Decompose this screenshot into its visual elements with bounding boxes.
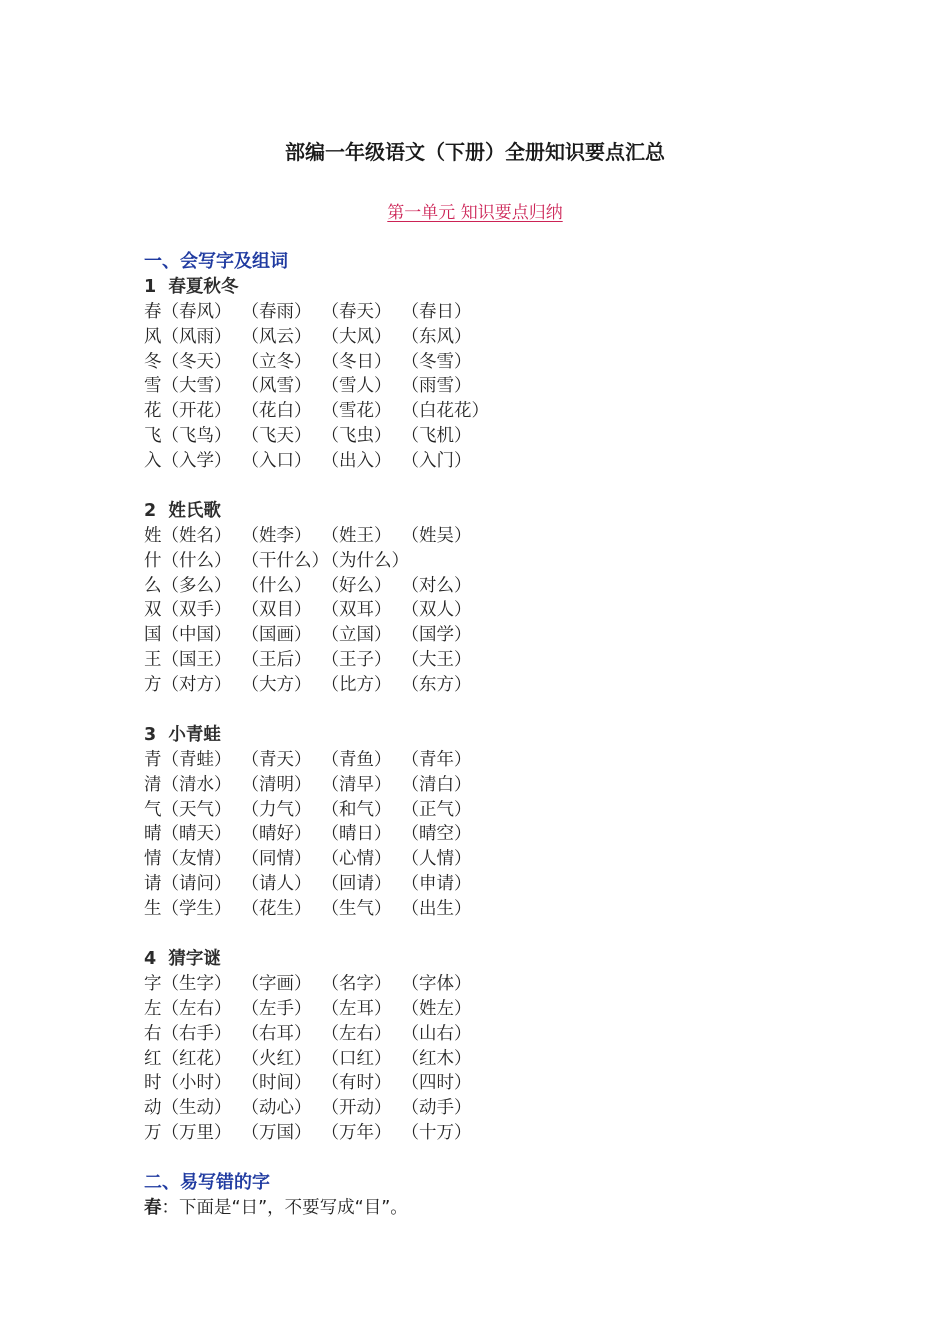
vocab-row: [144, 1047, 844, 1072]
vocab-word: （左右）: [161, 998, 232, 1019]
vocab-char: 左: [144, 998, 162, 1019]
vocab-char: 飞: [144, 426, 162, 447]
vocab-word: （红木）: [401, 1048, 472, 1069]
vocab-word: （同情）: [241, 849, 312, 870]
vocab-char: 冬: [144, 351, 162, 372]
vocab-row: [144, 822, 844, 847]
vocab-word: （入门）: [401, 451, 472, 472]
vocab-word: （大王）: [401, 650, 472, 671]
vocab-word: （火红）: [241, 1048, 312, 1069]
vocab-word: （飞天）: [241, 426, 312, 447]
vocab-word: （花生）: [241, 899, 312, 920]
vocab-word: （双手）: [161, 600, 232, 621]
vocab-word: （友情）: [161, 849, 232, 870]
vocab-word: （飞鸟）: [161, 426, 232, 447]
vocab-row: [144, 847, 844, 872]
vocab-word: （请问）: [161, 874, 232, 895]
vocab-word: （春天）: [321, 301, 392, 322]
vocab-char: 春: [144, 301, 162, 322]
vocab-word: （好么）: [321, 575, 392, 596]
vocab-char: 动: [144, 1098, 162, 1119]
vocab-word: （天气）: [161, 799, 232, 820]
vocab-word: （比方）: [321, 675, 392, 696]
vocab-word: （字体）: [401, 973, 472, 994]
vocab-char: 情: [144, 849, 162, 870]
vocab-row: [144, 1096, 844, 1121]
vocab-word: （生动）: [161, 1098, 232, 1119]
vocab-row: [144, 549, 844, 574]
vocab-word: （左右）: [321, 1023, 392, 1044]
vocab-word: （干什么）: [241, 550, 329, 571]
vocab-word: （清白）: [401, 774, 472, 795]
vocab-word: （国学）: [401, 625, 472, 646]
vocab-row: [144, 997, 844, 1022]
vocab-char: 红: [144, 1048, 162, 1069]
vocab-word: （春风）: [161, 301, 232, 322]
vocab-char: 请: [144, 874, 162, 895]
vocab-word: （白花花）: [401, 401, 489, 422]
vocab-word: （右手）: [161, 1023, 232, 1044]
vocab-word: （晴空）: [401, 824, 472, 845]
vocab-char: 姓: [144, 525, 162, 546]
vocab-char: 右: [144, 1023, 162, 1044]
vocab-row: [144, 399, 844, 424]
section-heading-writing: 一、会写字及组词: [144, 251, 288, 272]
vocab-word: （左耳）: [321, 998, 392, 1019]
vocab-row: [144, 449, 844, 474]
section-heading-mistakes: 二、易写错的字: [144, 1171, 270, 1193]
vocab-row: [144, 872, 844, 897]
vocab-row: [144, 574, 844, 599]
vocab-word: （十万）: [401, 1123, 472, 1144]
vocab-word: （风云）: [241, 326, 312, 347]
mistake-note-char: 春: [144, 1197, 162, 1218]
vocab-char: 花: [144, 401, 162, 422]
vocab-row: [144, 897, 844, 922]
vocab-row: [144, 798, 844, 823]
vocab-char: 雪: [144, 376, 162, 397]
vocab-word: （冬雪）: [401, 351, 472, 372]
vocab-word: （心情）: [321, 849, 392, 870]
vocab-row: [144, 325, 844, 350]
vocab-word: （什么）: [241, 575, 312, 596]
vocab-char: 什: [144, 550, 162, 571]
vocab-word: （出入）: [321, 451, 392, 472]
vocab-word: （春日）: [401, 301, 472, 322]
vocab-word: （大风）: [321, 326, 392, 347]
vocab-word: （冬天）: [161, 351, 232, 372]
vocab-word: （时间）: [241, 1073, 312, 1094]
vocab-row: [144, 773, 844, 798]
mistake-note-text: ：下面是“日”，不要写成“目”。: [161, 1197, 408, 1218]
vocab-word: （姓吴）: [401, 525, 472, 546]
vocab-word: （国画）: [241, 625, 312, 646]
vocab-word: （动手）: [401, 1098, 472, 1119]
vocab-word: （和气）: [321, 799, 392, 820]
vocab-char: 晴: [144, 824, 162, 845]
lesson-heading: 3 小青蛙: [144, 724, 221, 745]
vocab-word: （姓左）: [401, 998, 472, 1019]
vocab-char: 生: [144, 899, 162, 920]
vocab-word: （请人）: [241, 874, 312, 895]
vocab-word: （右耳）: [241, 1023, 312, 1044]
vocab-row: [144, 1022, 844, 1047]
vocab-word: （人情）: [401, 849, 472, 870]
vocab-word: （为什么）: [321, 550, 409, 571]
vocab-char: 王: [144, 650, 162, 671]
vocab-word: （力气）: [241, 799, 312, 820]
vocab-char: 字: [144, 973, 162, 994]
vocab-word: （飞机）: [401, 426, 472, 447]
vocab-word: （风雪）: [241, 376, 312, 397]
vocab-word: （雪花）: [321, 401, 392, 422]
vocab-word: （小时）: [161, 1073, 232, 1094]
vocab-word: （名字）: [321, 973, 392, 994]
vocab-row: [144, 524, 844, 549]
vocab-word: （字画）: [241, 973, 312, 994]
vocab-word: （大雪）: [161, 376, 232, 397]
unit-title-link[interactable]: 第一单元 知识要点归纳: [387, 203, 563, 223]
vocab-word: （开花）: [161, 401, 232, 422]
vocab-word: （双目）: [241, 600, 312, 621]
vocab-word: （青鱼）: [321, 749, 392, 770]
vocab-word: （入学）: [161, 451, 232, 472]
vocab-word: （正气）: [401, 799, 472, 820]
vocab-row: [144, 623, 844, 648]
vocab-word: （清明）: [241, 774, 312, 795]
vocab-word: （万里）: [161, 1123, 232, 1144]
vocab-word: （动心）: [241, 1098, 312, 1119]
vocab-word: （雨雪）: [401, 376, 472, 397]
vocab-word: （姓李）: [241, 525, 312, 546]
vocab-row: [144, 598, 844, 623]
vocab-word: （姓王）: [321, 525, 392, 546]
document-content: [144, 250, 844, 1221]
vocab-word: （王子）: [321, 650, 392, 671]
vocab-char: 清: [144, 774, 162, 795]
vocab-word: （生气）: [321, 899, 392, 920]
lesson-spacer: [144, 1146, 844, 1171]
vocab-char: 么: [144, 575, 162, 596]
lesson-heading: 1 春夏秋冬: [144, 276, 239, 297]
vocab-word: （花白）: [241, 401, 312, 422]
vocab-char: 时: [144, 1073, 162, 1094]
vocab-word: （四时）: [401, 1073, 472, 1094]
lesson-spacer: [144, 922, 844, 947]
vocab-word: （山右）: [401, 1023, 472, 1044]
vocab-word: （清早）: [321, 774, 392, 795]
vocab-word: （青年）: [401, 749, 472, 770]
vocab-word: （申请）: [401, 874, 472, 895]
vocab-word: （什么）: [161, 550, 232, 571]
vocab-word: （左手）: [241, 998, 312, 1019]
vocab-char: 双: [144, 600, 162, 621]
vocab-word: （双耳）: [321, 600, 392, 621]
document-title: 部编一年级语文（下册）全册知识要点汇总: [285, 140, 665, 164]
lesson-spacer: [144, 698, 844, 723]
vocab-word: （青蛙）: [161, 749, 232, 770]
vocab-char: 风: [144, 326, 162, 347]
vocab-word: （对么）: [401, 575, 472, 596]
vocab-row: [144, 350, 844, 375]
vocab-word: （晴天）: [161, 824, 232, 845]
vocab-char: 气: [144, 799, 162, 820]
vocab-word: （立冬）: [241, 351, 312, 372]
vocab-word: （红花）: [161, 1048, 232, 1069]
vocab-word: （万年）: [321, 1123, 392, 1144]
vocab-word: （大方）: [241, 675, 312, 696]
vocab-word: （双人）: [401, 600, 472, 621]
vocab-word: （万国）: [241, 1123, 312, 1144]
vocab-word: （晴好）: [241, 824, 312, 845]
vocab-word: （开动）: [321, 1098, 392, 1119]
vocab-word: （多么）: [161, 575, 232, 596]
vocab-word: （飞虫）: [321, 426, 392, 447]
vocab-row: [144, 748, 844, 773]
vocab-word: （晴日）: [321, 824, 392, 845]
vocab-row: [144, 374, 844, 399]
vocab-char: 万: [144, 1123, 162, 1144]
vocab-word: （王后）: [241, 650, 312, 671]
vocab-row: [144, 648, 844, 673]
vocab-word: （对方）: [161, 675, 232, 696]
vocab-word: （回请）: [321, 874, 392, 895]
vocab-word: （风雨）: [161, 326, 232, 347]
vocab-row: [144, 424, 844, 449]
vocab-word: （东方）: [401, 675, 472, 696]
vocab-word: （入口）: [241, 451, 312, 472]
vocab-word: （中国）: [161, 625, 232, 646]
vocab-word: （清水）: [161, 774, 232, 795]
vocab-word: （东风）: [401, 326, 472, 347]
lesson-heading: 2 姓氏歌: [144, 500, 221, 521]
vocab-word: （雪人）: [321, 376, 392, 397]
lesson-heading: 4 猜字谜: [144, 948, 221, 969]
vocab-word: （有时）: [321, 1073, 392, 1094]
vocab-char: 入: [144, 451, 162, 472]
lesson-spacer: [144, 474, 844, 499]
vocab-row: [144, 300, 844, 325]
vocab-word: （冬日）: [321, 351, 392, 372]
vocab-row: [144, 1121, 844, 1146]
vocab-char: 国: [144, 625, 162, 646]
mistake-note: [144, 1196, 844, 1221]
vocab-row: [144, 1071, 844, 1096]
vocab-word: （生字）: [161, 973, 232, 994]
vocab-word: （学生）: [161, 899, 232, 920]
vocab-word: （青天）: [241, 749, 312, 770]
vocab-char: 青: [144, 749, 162, 770]
vocab-word: （国王）: [161, 650, 232, 671]
vocab-word: （春雨）: [241, 301, 312, 322]
lessons-container: [144, 275, 844, 1171]
vocab-word: （出生）: [401, 899, 472, 920]
vocab-row: [144, 972, 844, 997]
vocab-word: （立国）: [321, 625, 392, 646]
vocab-word: （口红）: [321, 1048, 392, 1069]
vocab-char: 方: [144, 675, 162, 696]
vocab-row: [144, 673, 844, 698]
vocab-word: （姓名）: [161, 525, 232, 546]
